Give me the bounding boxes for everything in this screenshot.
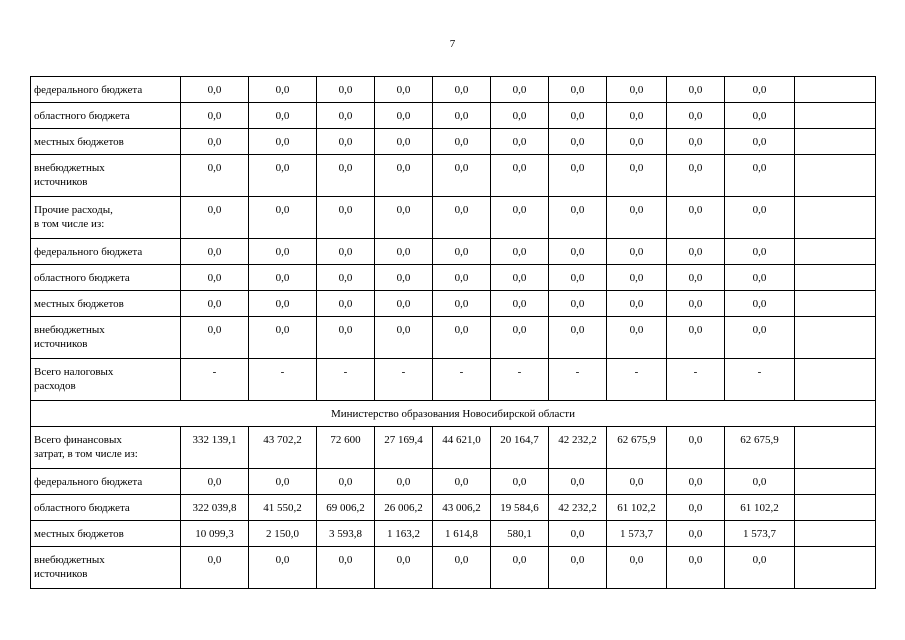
- value-cell: 0,0: [667, 239, 725, 265]
- empty-cell: [795, 103, 876, 129]
- value-cell: 0,0: [491, 155, 549, 197]
- value-cell: 0,0: [317, 547, 375, 589]
- empty-cell: [795, 495, 876, 521]
- empty-cell: [795, 547, 876, 589]
- value-cell: 0,0: [549, 521, 607, 547]
- empty-cell: [795, 469, 876, 495]
- empty-cell: [795, 129, 876, 155]
- value-cell: 0,0: [725, 547, 795, 589]
- value-cell: 42 232,2: [549, 427, 607, 469]
- value-cell: 42 232,2: [549, 495, 607, 521]
- value-cell: 0,0: [725, 103, 795, 129]
- value-cell: 0,0: [491, 317, 549, 359]
- value-cell: 0,0: [549, 103, 607, 129]
- value-cell: 0,0: [725, 469, 795, 495]
- value-cell: 0,0: [317, 129, 375, 155]
- value-cell: 43 702,2: [249, 427, 317, 469]
- value-cell: 0,0: [607, 77, 667, 103]
- row-label: внебюджетных источников: [31, 317, 181, 359]
- value-cell: 41 550,2: [249, 495, 317, 521]
- value-cell: 0,0: [317, 77, 375, 103]
- value-cell: 0,0: [375, 469, 433, 495]
- value-cell: 43 006,2: [433, 495, 491, 521]
- table-row: [31, 547, 876, 589]
- value-cell: 20 164,7: [491, 427, 549, 469]
- value-cell: 0,0: [249, 317, 317, 359]
- value-cell: 0,0: [491, 547, 549, 589]
- value-cell: 0,0: [249, 265, 317, 291]
- table-row: [31, 469, 876, 495]
- table-row: [31, 239, 876, 265]
- value-cell: 0,0: [725, 155, 795, 197]
- value-cell: 1 573,7: [725, 521, 795, 547]
- value-cell: 0,0: [491, 103, 549, 129]
- budget-table-body: [31, 77, 876, 589]
- value-cell: 0,0: [491, 469, 549, 495]
- value-cell: 0,0: [549, 129, 607, 155]
- value-cell: 0,0: [181, 197, 249, 239]
- value-cell: 0,0: [249, 547, 317, 589]
- value-cell: -: [725, 359, 795, 401]
- empty-cell: [795, 317, 876, 359]
- value-cell: 0,0: [549, 547, 607, 589]
- value-cell: 0,0: [375, 239, 433, 265]
- value-cell: 0,0: [607, 239, 667, 265]
- value-cell: 44 621,0: [433, 427, 491, 469]
- value-cell: 0,0: [725, 317, 795, 359]
- value-cell: 72 600: [317, 427, 375, 469]
- value-cell: 0,0: [607, 155, 667, 197]
- value-cell: 0,0: [433, 197, 491, 239]
- value-cell: 0,0: [549, 239, 607, 265]
- row-label: федерального бюджета: [31, 469, 181, 495]
- value-cell: 0,0: [667, 77, 725, 103]
- value-cell: 0,0: [317, 197, 375, 239]
- value-cell: 0,0: [375, 103, 433, 129]
- value-cell: 0,0: [375, 317, 433, 359]
- value-cell: 1 163,2: [375, 521, 433, 547]
- value-cell: 0,0: [667, 129, 725, 155]
- value-cell: 0,0: [317, 291, 375, 317]
- value-cell: 0,0: [181, 317, 249, 359]
- value-cell: 0,0: [375, 155, 433, 197]
- row-label: федерального бюджета: [31, 239, 181, 265]
- value-cell: 0,0: [433, 547, 491, 589]
- table-row: [31, 197, 876, 239]
- value-cell: 0,0: [433, 265, 491, 291]
- value-cell: -: [491, 359, 549, 401]
- value-cell: 0,0: [667, 495, 725, 521]
- value-cell: 0,0: [433, 469, 491, 495]
- value-cell: 0,0: [249, 77, 317, 103]
- value-cell: 0,0: [181, 547, 249, 589]
- empty-cell: [795, 359, 876, 401]
- value-cell: 0,0: [317, 469, 375, 495]
- value-cell: 0,0: [433, 317, 491, 359]
- value-cell: 0,0: [549, 265, 607, 291]
- value-cell: 0,0: [725, 129, 795, 155]
- value-cell: 10 099,3: [181, 521, 249, 547]
- value-cell: 0,0: [433, 239, 491, 265]
- value-cell: 0,0: [491, 291, 549, 317]
- value-cell: 0,0: [491, 77, 549, 103]
- row-label: местных бюджетов: [31, 291, 181, 317]
- row-label: внебюджетных источников: [31, 155, 181, 197]
- value-cell: 0,0: [433, 77, 491, 103]
- value-cell: -: [607, 359, 667, 401]
- value-cell: 0,0: [667, 317, 725, 359]
- table-row: [31, 77, 876, 103]
- row-label: внебюджетных источников: [31, 547, 181, 589]
- value-cell: 0,0: [607, 317, 667, 359]
- empty-cell: [795, 521, 876, 547]
- value-cell: 0,0: [433, 291, 491, 317]
- value-cell: 3 593,8: [317, 521, 375, 547]
- value-cell: 0,0: [607, 547, 667, 589]
- value-cell: 0,0: [549, 317, 607, 359]
- value-cell: 0,0: [491, 197, 549, 239]
- value-cell: 62 675,9: [725, 427, 795, 469]
- section-header-row: [31, 401, 876, 427]
- value-cell: 0,0: [375, 547, 433, 589]
- row-label: областного бюджета: [31, 103, 181, 129]
- value-cell: 61 102,2: [725, 495, 795, 521]
- table-row: [31, 291, 876, 317]
- value-cell: 0,0: [607, 265, 667, 291]
- value-cell: 0,0: [317, 155, 375, 197]
- empty-cell: [795, 77, 876, 103]
- value-cell: 0,0: [607, 103, 667, 129]
- row-label: федерального бюджета: [31, 77, 181, 103]
- value-cell: 0,0: [667, 265, 725, 291]
- value-cell: 26 006,2: [375, 495, 433, 521]
- value-cell: 0,0: [181, 265, 249, 291]
- row-label: Всего финансовых затрат, в том числе из:: [31, 427, 181, 469]
- value-cell: 0,0: [375, 291, 433, 317]
- value-cell: -: [181, 359, 249, 401]
- value-cell: 0,0: [667, 469, 725, 495]
- value-cell: 0,0: [549, 197, 607, 239]
- value-cell: 0,0: [181, 155, 249, 197]
- value-cell: 0,0: [491, 265, 549, 291]
- row-label: местных бюджетов: [31, 129, 181, 155]
- value-cell: 0,0: [667, 103, 725, 129]
- value-cell: 0,0: [249, 469, 317, 495]
- value-cell: -: [375, 359, 433, 401]
- empty-cell: [795, 265, 876, 291]
- table-row: [31, 129, 876, 155]
- empty-cell: [795, 155, 876, 197]
- value-cell: 0,0: [181, 239, 249, 265]
- value-cell: 0,0: [249, 155, 317, 197]
- value-cell: 0,0: [667, 291, 725, 317]
- value-cell: 0,0: [433, 103, 491, 129]
- value-cell: 0,0: [249, 103, 317, 129]
- value-cell: 61 102,2: [607, 495, 667, 521]
- budget-table: [30, 76, 876, 589]
- table-row: [31, 359, 876, 401]
- value-cell: 0,0: [725, 265, 795, 291]
- table-row: [31, 317, 876, 359]
- value-cell: 0,0: [375, 129, 433, 155]
- value-cell: 0,0: [249, 291, 317, 317]
- empty-cell: [795, 239, 876, 265]
- table-row: [31, 521, 876, 547]
- value-cell: 0,0: [667, 197, 725, 239]
- value-cell: 332 139,1: [181, 427, 249, 469]
- value-cell: -: [667, 359, 725, 401]
- table-row: [31, 265, 876, 291]
- row-label: Прочие расходы, в том числе из:: [31, 197, 181, 239]
- section-title: Министерство образования Новосибирской области: [31, 401, 876, 427]
- value-cell: 0,0: [667, 521, 725, 547]
- table-row: [31, 495, 876, 521]
- value-cell: 0,0: [491, 129, 549, 155]
- value-cell: 0,0: [725, 291, 795, 317]
- value-cell: 0,0: [249, 129, 317, 155]
- table-row: [31, 427, 876, 469]
- value-cell: 0,0: [607, 469, 667, 495]
- value-cell: 0,0: [725, 239, 795, 265]
- value-cell: 0,0: [181, 103, 249, 129]
- value-cell: 69 006,2: [317, 495, 375, 521]
- table-row: [31, 155, 876, 197]
- value-cell: 0,0: [249, 197, 317, 239]
- row-label: областного бюджета: [31, 495, 181, 521]
- empty-cell: [795, 197, 876, 239]
- value-cell: 0,0: [375, 77, 433, 103]
- value-cell: 1 573,7: [607, 521, 667, 547]
- value-cell: 0,0: [667, 427, 725, 469]
- value-cell: 0,0: [549, 469, 607, 495]
- value-cell: 0,0: [667, 155, 725, 197]
- value-cell: 0,0: [549, 155, 607, 197]
- value-cell: 0,0: [667, 547, 725, 589]
- page-number: 7: [449, 38, 456, 50]
- value-cell: 19 584,6: [491, 495, 549, 521]
- value-cell: 580,1: [491, 521, 549, 547]
- value-cell: -: [317, 359, 375, 401]
- value-cell: 0,0: [317, 265, 375, 291]
- value-cell: 2 150,0: [249, 521, 317, 547]
- value-cell: 0,0: [607, 291, 667, 317]
- value-cell: 0,0: [181, 77, 249, 103]
- value-cell: 0,0: [433, 129, 491, 155]
- value-cell: 27 169,4: [375, 427, 433, 469]
- value-cell: 0,0: [607, 197, 667, 239]
- value-cell: 0,0: [549, 77, 607, 103]
- value-cell: -: [433, 359, 491, 401]
- value-cell: 0,0: [317, 317, 375, 359]
- value-cell: -: [249, 359, 317, 401]
- value-cell: 0,0: [181, 469, 249, 495]
- row-label: Всего налоговых расходов: [31, 359, 181, 401]
- value-cell: 0,0: [317, 103, 375, 129]
- empty-cell: [795, 291, 876, 317]
- value-cell: -: [549, 359, 607, 401]
- value-cell: 0,0: [549, 291, 607, 317]
- value-cell: 0,0: [375, 265, 433, 291]
- value-cell: 0,0: [725, 197, 795, 239]
- value-cell: 1 614,8: [433, 521, 491, 547]
- row-label: местных бюджетов: [31, 521, 181, 547]
- value-cell: 0,0: [249, 239, 317, 265]
- empty-cell: [795, 427, 876, 469]
- row-label: областного бюджета: [31, 265, 181, 291]
- table-row: [31, 103, 876, 129]
- value-cell: 0,0: [433, 155, 491, 197]
- value-cell: 0,0: [181, 129, 249, 155]
- value-cell: 0,0: [181, 291, 249, 317]
- value-cell: 0,0: [317, 239, 375, 265]
- value-cell: 0,0: [491, 239, 549, 265]
- value-cell: 0,0: [725, 77, 795, 103]
- value-cell: 62 675,9: [607, 427, 667, 469]
- value-cell: 0,0: [607, 129, 667, 155]
- value-cell: 322 039,8: [181, 495, 249, 521]
- value-cell: 0,0: [375, 197, 433, 239]
